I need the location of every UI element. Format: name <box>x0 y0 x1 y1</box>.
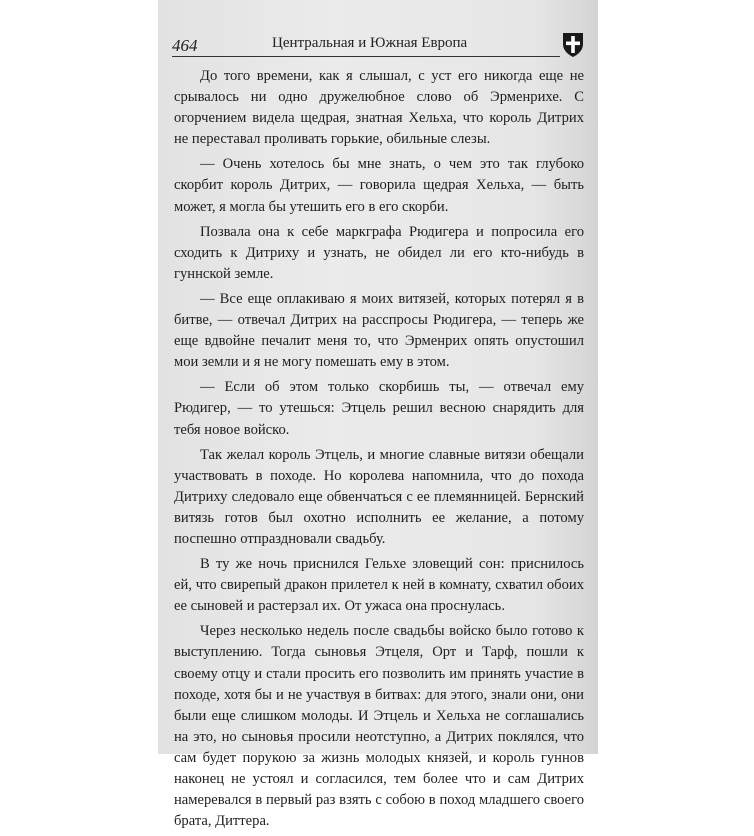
running-title: Центральная и Южная Европа <box>272 35 468 51</box>
paragraph: — Если об этом только скорбишь ты, — отвечал ему Рюдигер, — то утешься: Этцель решил весною снарядить для тебя новое войско. <box>174 379 584 438</box>
paragraph: — Очень хотелось бы мне знать, о чем это так глубоко скорбит король Дитрих, — говорила щедрая Хельха, — быть может, я могла бы утешить его в его скорби. <box>174 156 584 215</box>
paragraph: Позвала она к себе маркграфа Рюдигера и попросила его сходить к Дитриху и узнать, не обидел ли его кто-нибудь в гуннской земле. <box>174 223 584 282</box>
page-number: 464 <box>172 36 198 55</box>
paragraph: Через несколько недель после свадьбы войско было готово к выступлению. Тогда сыновья Этцеля, Орт и Тарф, пошли к своему отцу и стали просить его позволить им принять участие в походе, хотя бы и не участвуя в битвах: для этого, знали они, они были еще слишком молоды. И Этцель и Хельха не соглашались на это, но сыновья просили неотступно, а Дитрих поклялся, что сам будет порукою за жизнь молодых князей, и король гуннов наконец не устоял и согласился, тем более что и сам Дитрих намеревался в первый раз взять с собою в поход младшего своего брата, Диттера. <box>174 623 584 830</box>
header-rule <box>172 56 560 57</box>
book-page <box>158 0 598 830</box>
paragraph: До того времени, как я слышал, с уст его никогда еще не срывалось ни одно дружелюбное слово об Эрменрихе. С огорчением видела щедрая, знатная Хельха, что король Дитрих не переставал проливать горькие, обильные слезы. <box>174 68 584 148</box>
paragraph: Так желал король Этцель, и многие славные витязи обещали участвовать в походе. Но королева напомнила, что до похода Дитриху следовало еще обвенчаться с ее племянницей. Бернский витязь готов был охотно исполнить ее желание, а потому поспешно отпраздновали свадьбу. <box>174 446 584 547</box>
shield-cross-icon <box>562 32 584 58</box>
paragraph: В ту же ночь приснился Гельхе зловещий сон: приснилось ей, что свирепый дракон прилетел к ней в комнату, схватил обоих ее сыновей и растерзал их. От ужаса она проснулась. <box>174 556 584 615</box>
paragraph: — Все еще оплакиваю я моих витязей, которых потерял я в битве, — отвечал Дитрих на расспросы Рюдигера, — теперь же еще вдвойне печалит меня то, что Эрменрих опять опустошил мои земли и я не могу помешать ему в этом. <box>174 290 584 371</box>
page-header <box>172 30 584 60</box>
body-text <box>174 66 584 836</box>
